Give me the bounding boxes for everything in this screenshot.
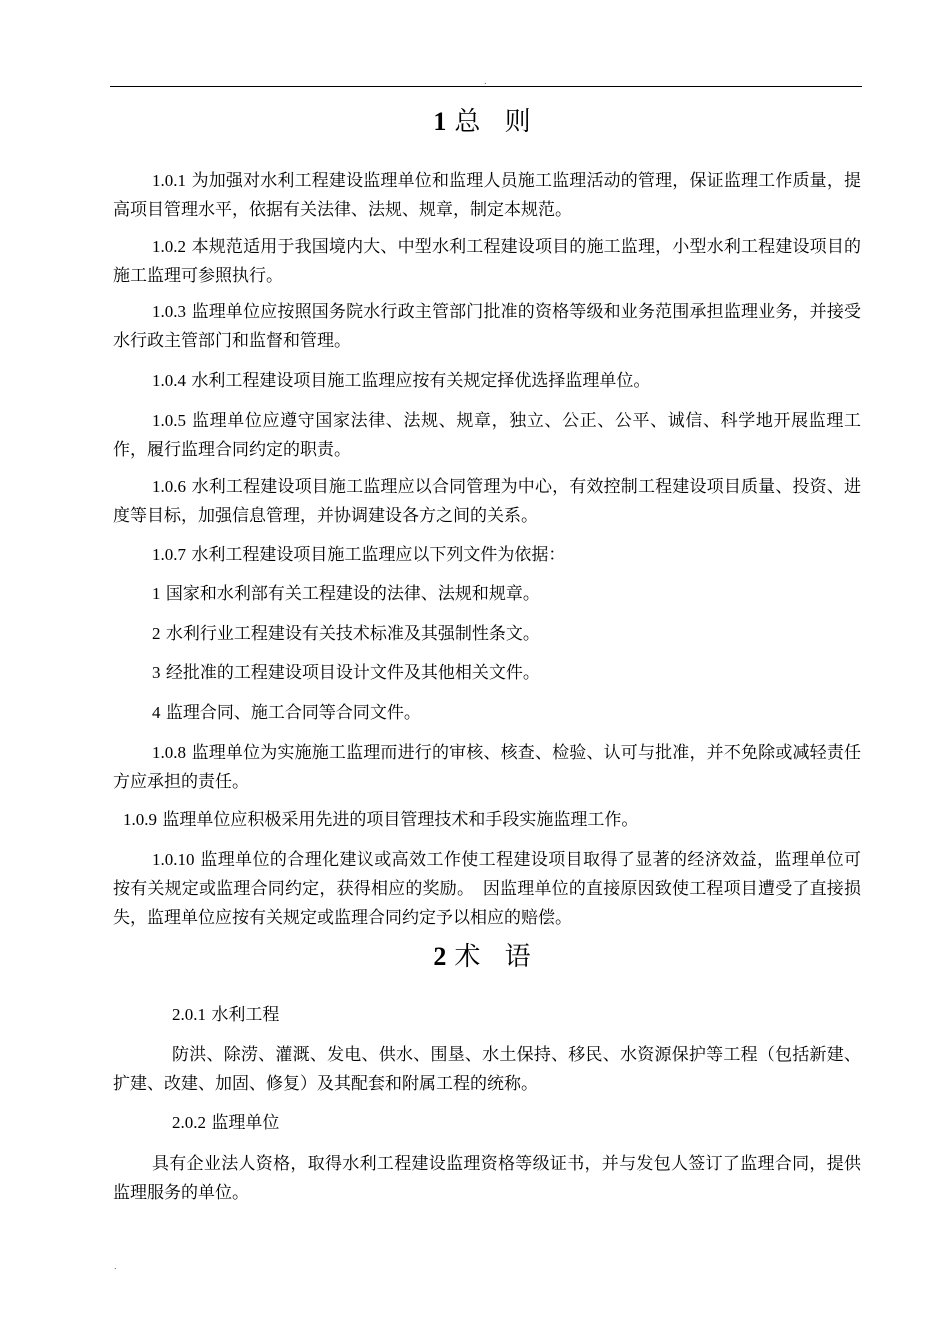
section-2-heading [110,940,862,974]
list-item-3: 3 经批准的工程建设项目设计文件及其他相关文件。 [152,663,540,683]
header-mark: . [484,77,487,86]
clause-1-0-3: 1.0.3 监理单位应按照国务院水行政主管部门批准的资格等级和业务范围承担监理业务，并接受水行政主管部门和监督和管理。 [113,302,862,351]
list-item-2: 2 水利行业工程建设有关技术标准及其强制性条文。 [152,624,540,644]
clause-1-0-4: 1.0.4 水利工程建设项目施工监理应按有关规定择优选择监理单位。 [152,371,651,391]
clause-1-0-5: 1.0.5 监理单位应遵守国家法律、法规、规章，独立、公正、公平、诚信、科学地开展监理工作，履行监理合同约定的职责。 [113,411,862,460]
list-item-4: 4 监理合同、施工合同等合同文件。 [152,703,421,723]
clause-1-0-7: 1.0.7 水利工程建设项目施工监理应以下列文件为依据： [152,545,566,565]
footer-mark: . [114,1262,117,1271]
section-1-heading [110,105,862,139]
term-2-0-2-heading: 2.0.2 监理单位 [172,1113,280,1133]
clause-1-0-6: 1.0.6 水利工程建设项目施工监理应以合同管理为中心，有效控制工程建设项目质量、投资、进度等目标，加强信息管理，并协调建设各方之间的关系。 [113,477,862,526]
section-2-title: 术 语 [454,942,539,972]
section-1-number: 1 [433,107,447,136]
clause-1-0-8: 1.0.8 监理单位为实施施工监理而进行的审核、核查、检验、认可与批准，并不免除或减轻责任方应承担的责任。 [113,743,862,792]
list-item-1: 1 国家和水利部有关工程建设的法律、法规和规章。 [152,584,540,604]
clause-1-0-9: 1.0.9 监理单位应积极采用先进的项目管理技术和手段实施监理工作。 [123,810,639,830]
section-2-number: 2 [433,942,447,971]
clause-1-0-2: 1.0.2 本规范适用于我国境内大、中型水利工程建设项目的施工监理，小型水利工程建设项目的施工监理可参照执行。 [113,237,862,286]
term-2-0-1-heading: 2.0.1 水利工程 [172,1005,280,1025]
clause-1-0-1: 1.0.1 为加强对水利工程建设监理单位和监理人员施工监理活动的管理，保证监理工作质量，提高项目管理水平，依据有关法律、法规、规章，制定本规范。 [113,171,862,220]
term-2-0-2-definition: 具有企业法人资格，取得水利工程建设监理资格等级证书，并与发包人签订了监理合同，提供监理服务的单位。 [113,1154,861,1203]
clause-1-0-10: 1.0.10 监理单位的合理化建议或高效工作使工程建设项目取得了显著的经济效益，监理单位可按有关规定或监理合同约定，获得相应的奖励。 因监理单位的直接原因致使工程项目遭受了直接损失，监理单位应按有关规定或监理合同约定予以相应的赔偿。 [113,850,862,928]
section-1-title: 总 则 [454,107,539,137]
term-2-0-1-definition: 防洪、除涝、灌溉、发电、供水、围垦、水土保持、移民、水资源保护等工程（包括新建、扩建、改建、加固、修复）及其配套和附属工程的统称。 [113,1045,861,1094]
header-rule [110,86,862,87]
